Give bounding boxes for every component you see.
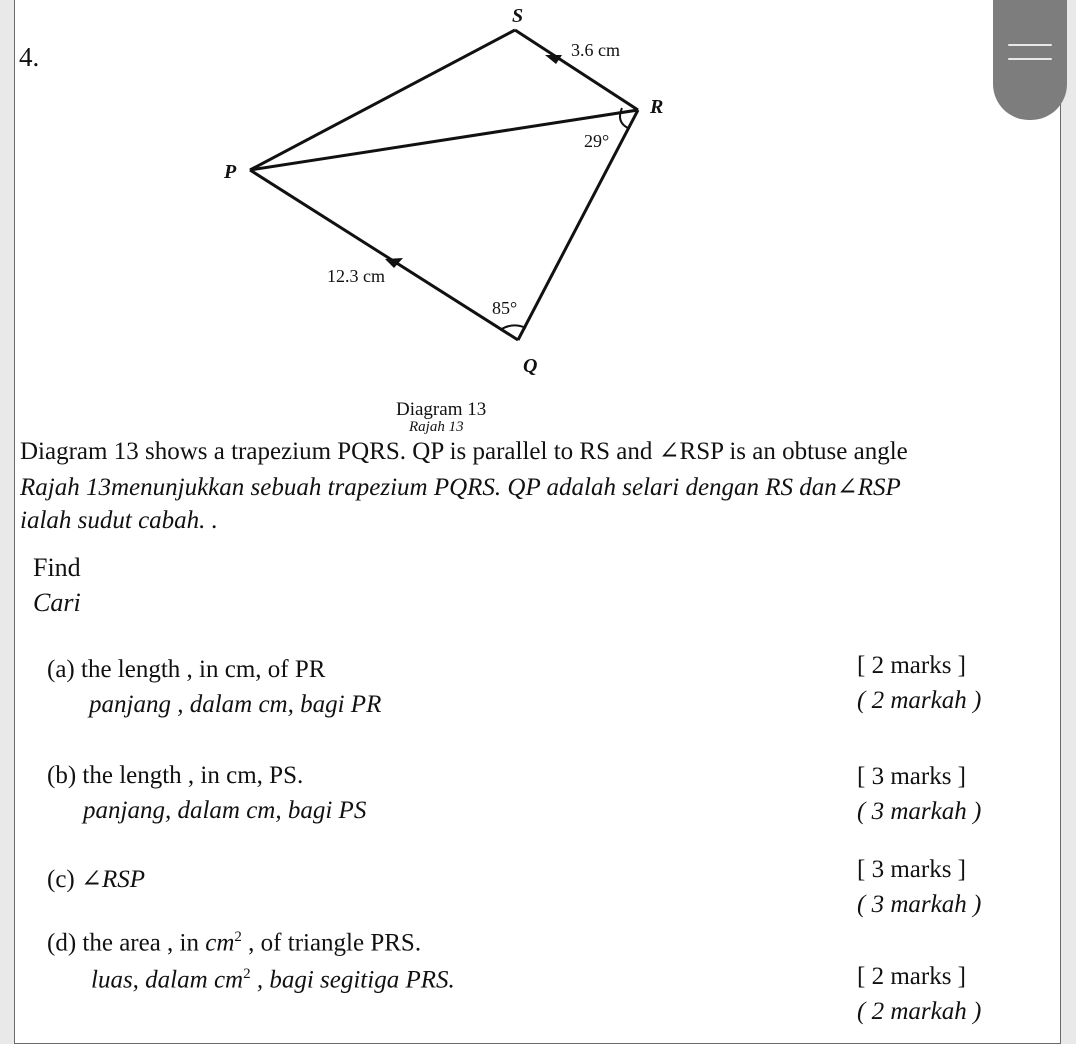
question-b-my: panjang, dalam cm, bagi PS (83, 797, 367, 824)
question-a: (a) the length , in cm, of PR (47, 656, 326, 683)
vertex-label-s: S (512, 5, 524, 27)
handle-grip-line (1008, 58, 1052, 60)
marks-b: [ 3 marks ] (857, 763, 966, 790)
vertex-label-r: R (650, 96, 664, 118)
angle-label-q: 85° (492, 298, 518, 318)
markah-a: ( 2 markah ) (857, 687, 982, 714)
edge-rq (518, 110, 638, 340)
edge-qp (250, 170, 518, 340)
question-number: 4. (19, 42, 40, 72)
trapezium-diagram (0, 0, 1076, 400)
question-a-my: panjang , dalam cm, bagi PR (89, 691, 382, 718)
marks-a: [ 2 marks ] (857, 652, 966, 679)
question-c: (c) ∠RSP (47, 866, 145, 893)
question-d-my: luas, dalam $cm^2$ , bagi segitiga PRS. (91, 966, 455, 994)
marks-c: [ 3 marks ] (857, 856, 966, 883)
handle-grip-line (1008, 44, 1052, 46)
length-label-pq: 12.3 cm (327, 266, 385, 286)
markah-b: ( 3 markah ) (857, 798, 982, 825)
length-label-rs: 3.6 cm (571, 40, 620, 60)
markah-c: ( 3 markah ) (857, 891, 982, 918)
cari-label: Cari (33, 588, 81, 617)
vertex-label-p: P (224, 161, 237, 183)
angle-label-r: 29° (584, 131, 610, 151)
vertex-label-q: Q (523, 355, 538, 377)
find-label: Find (33, 553, 81, 582)
markah-d: ( 2 markah ) (857, 998, 982, 1025)
question-d: (d) the area , in $cm^2$ , of triangle PRS. (47, 929, 422, 957)
marks-d: [ 2 marks ] (857, 963, 966, 990)
problem-text-my-line1: Rajah 13menunjukkan sebuah trapezium PQRS. QP adalah selari dengan RS dan∠RSP (20, 474, 901, 501)
diagram-caption-my: Rajah 13 (409, 419, 464, 435)
diagram-caption-en: Diagram 13 (396, 399, 487, 420)
question-c-angle: ∠RSP (81, 866, 145, 893)
problem-text-my-line2: ialah sudut cabah. . (20, 507, 218, 534)
question-b: (b) the length , in cm, PS. (47, 762, 304, 789)
problem-text-en: Diagram 13 shows a trapezium PQRS. QP is parallel to RS and ∠RSP is an obtuse angle (20, 438, 908, 465)
drag-handle[interactable] (993, 0, 1067, 120)
